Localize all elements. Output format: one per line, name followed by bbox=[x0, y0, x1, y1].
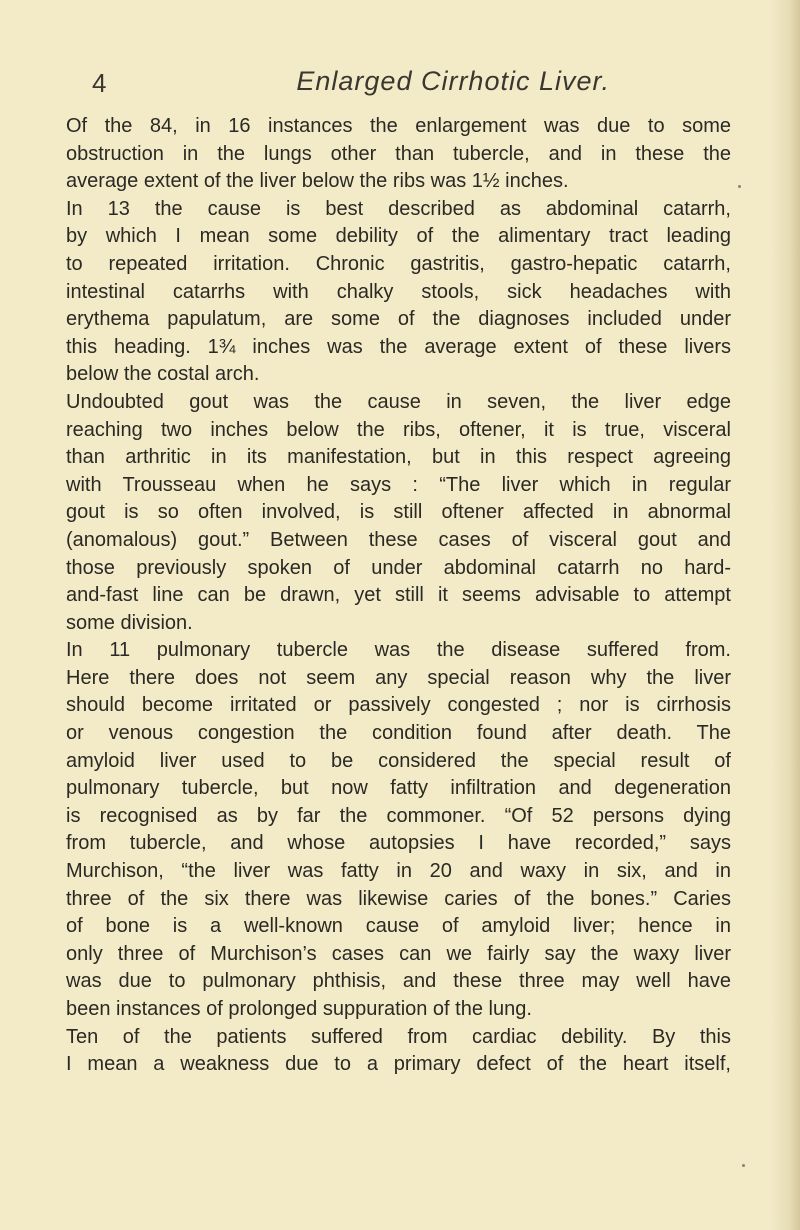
text-line: than arthritic in its manifestation, but in this respect agreeing bbox=[66, 446, 731, 469]
text-line: those previously spoken of under abdominal catarrh no hard- bbox=[66, 556, 731, 579]
text-line: only three of Murchison’s cases can we fairly say the waxy liver bbox=[66, 942, 731, 965]
text-line: Here there does not seem any special reason why the liver bbox=[66, 666, 731, 689]
text-line: is recognised as by far the commoner. “Of 52 persons dying bbox=[66, 804, 731, 827]
text-line: I mean a weakness due to a primary defect of the heart itself, bbox=[66, 1053, 731, 1076]
text-line: this heading. 1¾ inches was the average extent of these livers bbox=[66, 335, 731, 358]
text-line: In 11 pulmonary tubercle was the disease suffered from. bbox=[66, 639, 731, 662]
text-line: from tubercle, and whose autopsies I have recorded,” says bbox=[66, 832, 731, 855]
text-line: (anomalous) gout.” Between these cases of visceral gout and bbox=[66, 528, 731, 551]
text-line: obstruction in the lungs other than tubercle, and in these the bbox=[66, 142, 731, 165]
text-line: some division. bbox=[66, 611, 193, 634]
text-line: gout is so often involved, is still oftener affected in abnormal bbox=[66, 501, 731, 524]
text-line: or venous congestion the condition found after death. The bbox=[66, 722, 731, 745]
text-line: should become irritated or passively congested ; nor is cirrhosis bbox=[66, 694, 731, 717]
text-line: three of the six there was likewise caries of the bones.” Caries bbox=[66, 887, 731, 910]
stray-mark bbox=[742, 1164, 745, 1167]
text-line: amyloid liver used to be considered the special result of bbox=[66, 749, 731, 772]
text-line: Ten of the patients suffered from cardiac debility. By this bbox=[66, 1025, 731, 1048]
page-number: 4 bbox=[92, 68, 107, 98]
text-line: with Trousseau when he says : “The liver which in regular bbox=[66, 473, 731, 496]
text-line: to repeated irritation. Chronic gastritis, gastro-hepatic catarrh, bbox=[66, 252, 731, 275]
text-line: of bone is a well-known cause of amyloid liver; hence in bbox=[66, 915, 731, 938]
page-header bbox=[0, 66, 800, 106]
text-line: been instances of prolonged suppuration of the lung. bbox=[66, 998, 532, 1020]
text-line: In 13 the cause is best described as abdominal catarrh, bbox=[66, 197, 731, 220]
text-line: intestinal catarrhs with chalky stools, sick headaches with bbox=[66, 280, 731, 303]
body-text bbox=[66, 113, 731, 1079]
running-title bbox=[0, 66, 610, 97]
text-line: and-fast line can be drawn, yet still it seems advisable to attempt bbox=[66, 584, 731, 607]
text-line: Murchison, “the liver was fatty in 20 and waxy in six, and in bbox=[66, 860, 731, 883]
text-line: below the costal arch. bbox=[66, 363, 260, 386]
text-line: Undoubted gout was the cause in seven, the liver edge bbox=[66, 390, 731, 413]
stray-mark bbox=[738, 185, 741, 188]
text-line: average extent of the liver below the ribs was 1½ inches. bbox=[66, 170, 569, 193]
text-line: was due to pulmonary phthisis, and these three may well have bbox=[66, 970, 731, 993]
text-line: erythema papulatum, are some of the diagnoses included under bbox=[66, 308, 731, 331]
running-title-text: Enlarged Cirrhotic Liver. bbox=[296, 66, 610, 96]
text-line: by which I mean some debility of the alimentary tract leading bbox=[66, 225, 731, 248]
text-line: pulmonary tubercle, but now fatty infiltration and degeneration bbox=[66, 777, 731, 800]
text-line: reaching two inches below the ribs, oftener, it is true, visceral bbox=[66, 418, 731, 441]
text-line: Of the 84, in 16 instances the enlargement was due to some bbox=[66, 115, 731, 137]
